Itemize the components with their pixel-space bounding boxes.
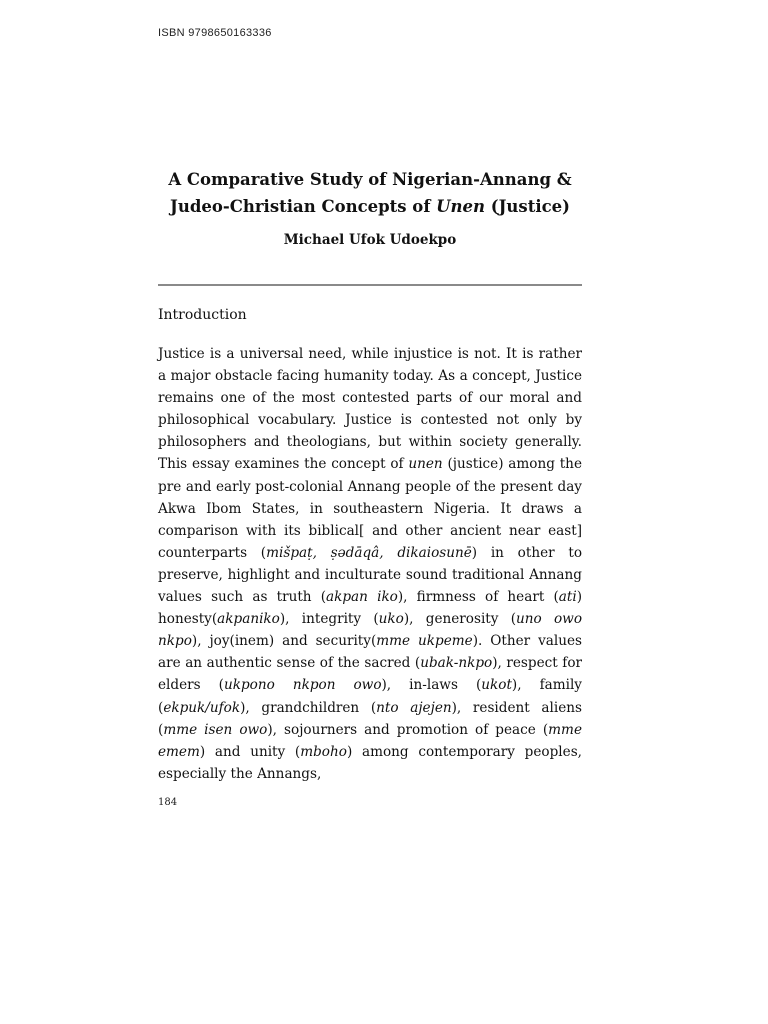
italic-term: mišpaṭ, ṣədāqâ, dikaiosunē — [266, 544, 472, 561]
italic-term: ukpono nkpon owo — [223, 677, 382, 694]
italic-term: ubak-nkpo — [420, 655, 493, 672]
paragraph-text: ), integrity ( — [279, 611, 379, 628]
paragraph-text: ), generosity ( — [403, 611, 517, 628]
body-paragraph — [158, 343, 582, 785]
paragraph-text: ). Other values are an authentic sense of the sacred ( — [158, 633, 582, 672]
italic-term: mme ukpeme — [376, 633, 473, 650]
article-author: Michael Ufok Udoekpo — [283, 232, 457, 248]
paragraph-text: ), family ( — [158, 677, 582, 716]
title-term-italic: Unen — [436, 197, 486, 216]
paragraph-text: ), joy(inem) and security( — [191, 633, 377, 650]
italic-term: ati — [558, 589, 577, 606]
paragraph-text: Justice is a universal need, while injustice is not. It is rather a major obstacle facing humanity today. As a concept, Justice remains one of the most contested parts of our moral and philosophical vocabulary. Justice is contested not only by philosophers and theologians, but within society generally. This essay examines the concept of — [158, 346, 582, 473]
italic-term: ekpuk/ufok — [163, 699, 241, 716]
italic-term: uko — [378, 611, 404, 628]
italic-term: nto ajejen — [376, 699, 452, 716]
section-heading: Introduction — [158, 307, 247, 323]
paragraph-text: ) among contemporary peoples, especially the Annangs, — [158, 743, 582, 782]
paragraph-text: ), respect for elders ( — [158, 655, 582, 694]
title-divider — [158, 284, 582, 286]
paragraph-text: ), resident aliens ( — [158, 699, 582, 738]
page-number: 184 — [158, 797, 178, 808]
italic-term: mme emem — [158, 721, 582, 760]
isbn-header: ISBN 9798650163336 — [158, 27, 272, 39]
paragraph-text: ) honesty( — [158, 589, 582, 628]
article-title — [150, 166, 590, 220]
paragraph-text: ) and unity ( — [199, 743, 301, 760]
italic-term: uno owo nkpo — [158, 611, 583, 650]
paragraph-text: ), grandchildren ( — [240, 699, 377, 716]
title-text-part1: A Comparative Study of Nigerian-Annang & Judeo-Christian Concepts of — [168, 170, 572, 216]
paragraph-text: ), sojourners and promotion of peace ( — [267, 721, 549, 738]
italic-term: akpan iko — [326, 589, 398, 606]
paragraph-text: ), in-laws ( — [381, 677, 482, 694]
paragraph-text: ) in other to preserve, highlight and inculturate sound traditional Annang values such as truth ( — [158, 544, 582, 606]
title-text-part2: (Justice) — [485, 197, 570, 216]
italic-term: mboho — [300, 743, 347, 760]
italic-term: unen — [408, 456, 443, 473]
paragraph-text: ), firmness of heart ( — [397, 589, 559, 606]
italic-term: mme isen owo — [163, 721, 268, 738]
paragraph-text: (justice) among the pre and early post-colonial Annang people of the present day Akwa Ibom States, in southeastern Nigeria. It draws a comparison with its biblical[ and other ancient near east] counterparts ( — [158, 456, 582, 561]
italic-term: akpaniko — [217, 611, 280, 628]
italic-term: ukot — [481, 677, 512, 694]
